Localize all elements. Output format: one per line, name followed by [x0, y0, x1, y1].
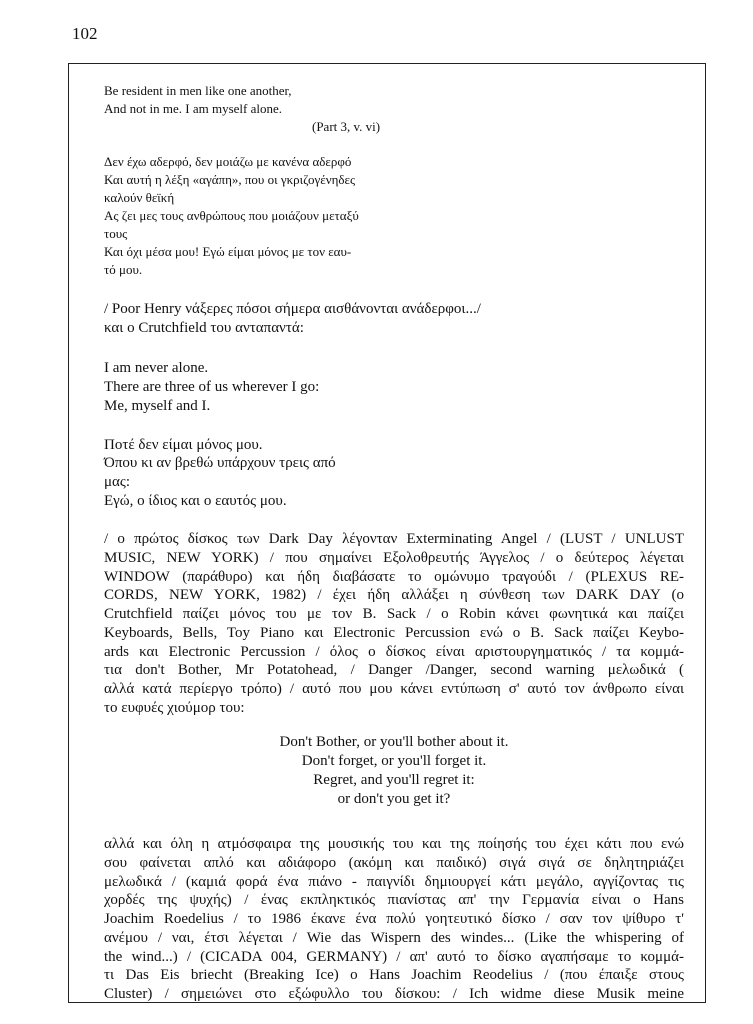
epigraph-greek — [104, 153, 684, 279]
page-number: 102 — [72, 24, 98, 43]
paragraph2-line-9: Cluster) / σημειώνει στο εξώφυλλο του δίσκου: / Ich widme diese Musik meine — [104, 985, 684, 1002]
epigraph-gr-line-5: τους — [104, 226, 128, 241]
poem-gr-line-4: Εγώ, ο ίδιος και ο εαυτός μου. — [104, 492, 287, 509]
paragraph1-line-3: WINDOW (παράθυρο) και ήδη διαβάσατε το ομώνυμο τραγούδι / (PLEXUS RE- — [104, 568, 684, 585]
poem-gr-line-2: Όπου κι αν βρεθώ υπάρχουν τρεις από — [104, 455, 336, 472]
paragraph2-line-3: μελωδικά / (καμιά φορά ένα πιάνο - παιγνίδι δημιουργεί κάτι μεγάλο, αγγίζοντας τις — [104, 873, 684, 890]
epigraph-english — [104, 82, 684, 136]
remark — [104, 300, 684, 337]
remark-line-2: και ο Crutchfield του ανταπαντά: — [104, 319, 304, 336]
verse-line-4: or don't you get it? — [337, 791, 451, 808]
paragraph2-line-4: χορδές της ψυχής) / ένας εκπληκτικός πιανίστας απ' την Γερμανία είναι ο Hans — [104, 892, 684, 909]
poem-english — [104, 359, 684, 415]
page-content — [104, 82, 684, 1004]
poem-gr-line-3: μας: — [104, 473, 131, 490]
epigraph-gr-line-4: Ας ζει μες τους ανθρώπους που μοιάζουν μεταξύ — [104, 208, 359, 223]
paragraph-roedelius — [104, 835, 684, 1003]
paragraph2-line-7: the wind...) / (CICADA 004, GERMANY) / απ' αυτό το δίσκο αγαπήσαμε το κομμά- — [104, 948, 684, 965]
verse-line-1: Don't Bother, or you'll bother about it. — [279, 734, 509, 751]
paragraph2-line-2: σου φαίνεται απλό και αδιάφορο (ακόμη και παιδικό) σιγά σιγά σε δηλητηριάζει — [104, 855, 684, 872]
poem-greek — [104, 436, 684, 511]
epigraph-gr-line-1: Δεν έχω αδερφό, δεν μοιάζω με κανένα αδερφό — [104, 154, 352, 169]
epigraph-en-line-2: And not in me. I am myself alone. — [104, 101, 282, 116]
verse — [104, 733, 684, 809]
paragraph1-line-4: CORDS, NEW YORK, 1982) / έχει ήδη αλλάξει η σύνθεση των DARK DAY (ο — [104, 587, 684, 604]
poem-gr-line-1: Ποτέ δεν είμαι μόνος μου. — [104, 436, 263, 453]
paragraph1-line-9: αλλά κατά περίεργο τρόπο) / αυτό που μου κάνει εντύπωση σ' αυτό τον άνθρωπο είναι — [104, 680, 684, 697]
poem-en-line-1: I am never alone. — [104, 360, 209, 377]
paragraph2-line-6: ανέμου / ναι, έτσι λέγεται / Wie das Wispern des windes... (Like the whispering of — [104, 929, 684, 946]
paragraph1-line-6: Keyboards, Bells, Toy Piano και Electronic Percussion ενώ ο B. Sack παίζει Keybo- — [104, 624, 684, 641]
paragraph2-line-5: Joachim Roedelius / το 1986 έκανε ένα πολύ γοητευτικό δίσκο / σαν τον ψίθυρο τ' — [104, 911, 684, 928]
paragraph2-line-1: αλλά και όλη η ατμόσφαιρα της μουσικής του και της ποίησής του έχει κάτι που ενώ — [104, 836, 684, 853]
remark-line-1: / Poor Henry νάξερες πόσοι σήμερα αισθάνονται ανάδερφοι.../ — [104, 301, 481, 317]
epigraph-gr-line-2: Και αυτή η λέξη «αγάπη», που οι γκριζογένηδες — [104, 172, 356, 187]
paragraph1-line-8: τια don't Bother, Mr Potatohead, / Danger /Danger, second warning μελωδικά ( — [104, 662, 684, 679]
epigraph-reference: (Part 3, v. vi) — [312, 119, 381, 134]
poem-en-line-3: Me, myself and I. — [104, 397, 211, 414]
paragraph2-line-8: τι Das Eis briecht (Breaking Ice) ο Hans Joachim Reodelius / (που έπαιξε στους — [104, 967, 684, 984]
paragraph-dark-day — [104, 530, 684, 717]
poem-en-line-2: There are three of us wherever I go: — [104, 379, 320, 396]
epigraph-gr-line-3: καλούν θεϊκή — [104, 190, 175, 205]
verse-line-2: Don't forget, or you'll forget it. — [301, 753, 487, 770]
epigraph-gr-line-7: τό μου. — [104, 262, 143, 277]
paragraph1-line-7: ards και Electronic Percussion / όλος ο δίσκος είναι αριστουργηματικός / τα κομμά- — [104, 643, 684, 660]
epigraph-gr-line-6: Και όχι μέσα μου! Εγώ είμαι μόνος με τον εαυ- — [104, 244, 352, 259]
verse-line-3: Regret, and you'll regret it: — [313, 772, 475, 789]
paragraph1-line-5: Crutchfield παίζει μόνος του με τον B. Sack / ο Robin κάνει φωνητικά και παίζει — [104, 606, 684, 623]
paragraph1-line-2: MUSIC, NEW YORK) / που σημαίνει Εξολοθρευτής Άγγελος / ο δεύτερος λέγεται — [104, 550, 684, 567]
paragraph1-line-1: / ο πρώτος δίσκος των Dark Day λέγονταν Exterminating Angel / (LUST / UNLUST — [104, 531, 684, 548]
paragraph1-last-line: το ευφυές χιούμορ του: — [104, 699, 245, 716]
epigraph-en-line-1: Be resident in men like one another, — [104, 83, 292, 98]
